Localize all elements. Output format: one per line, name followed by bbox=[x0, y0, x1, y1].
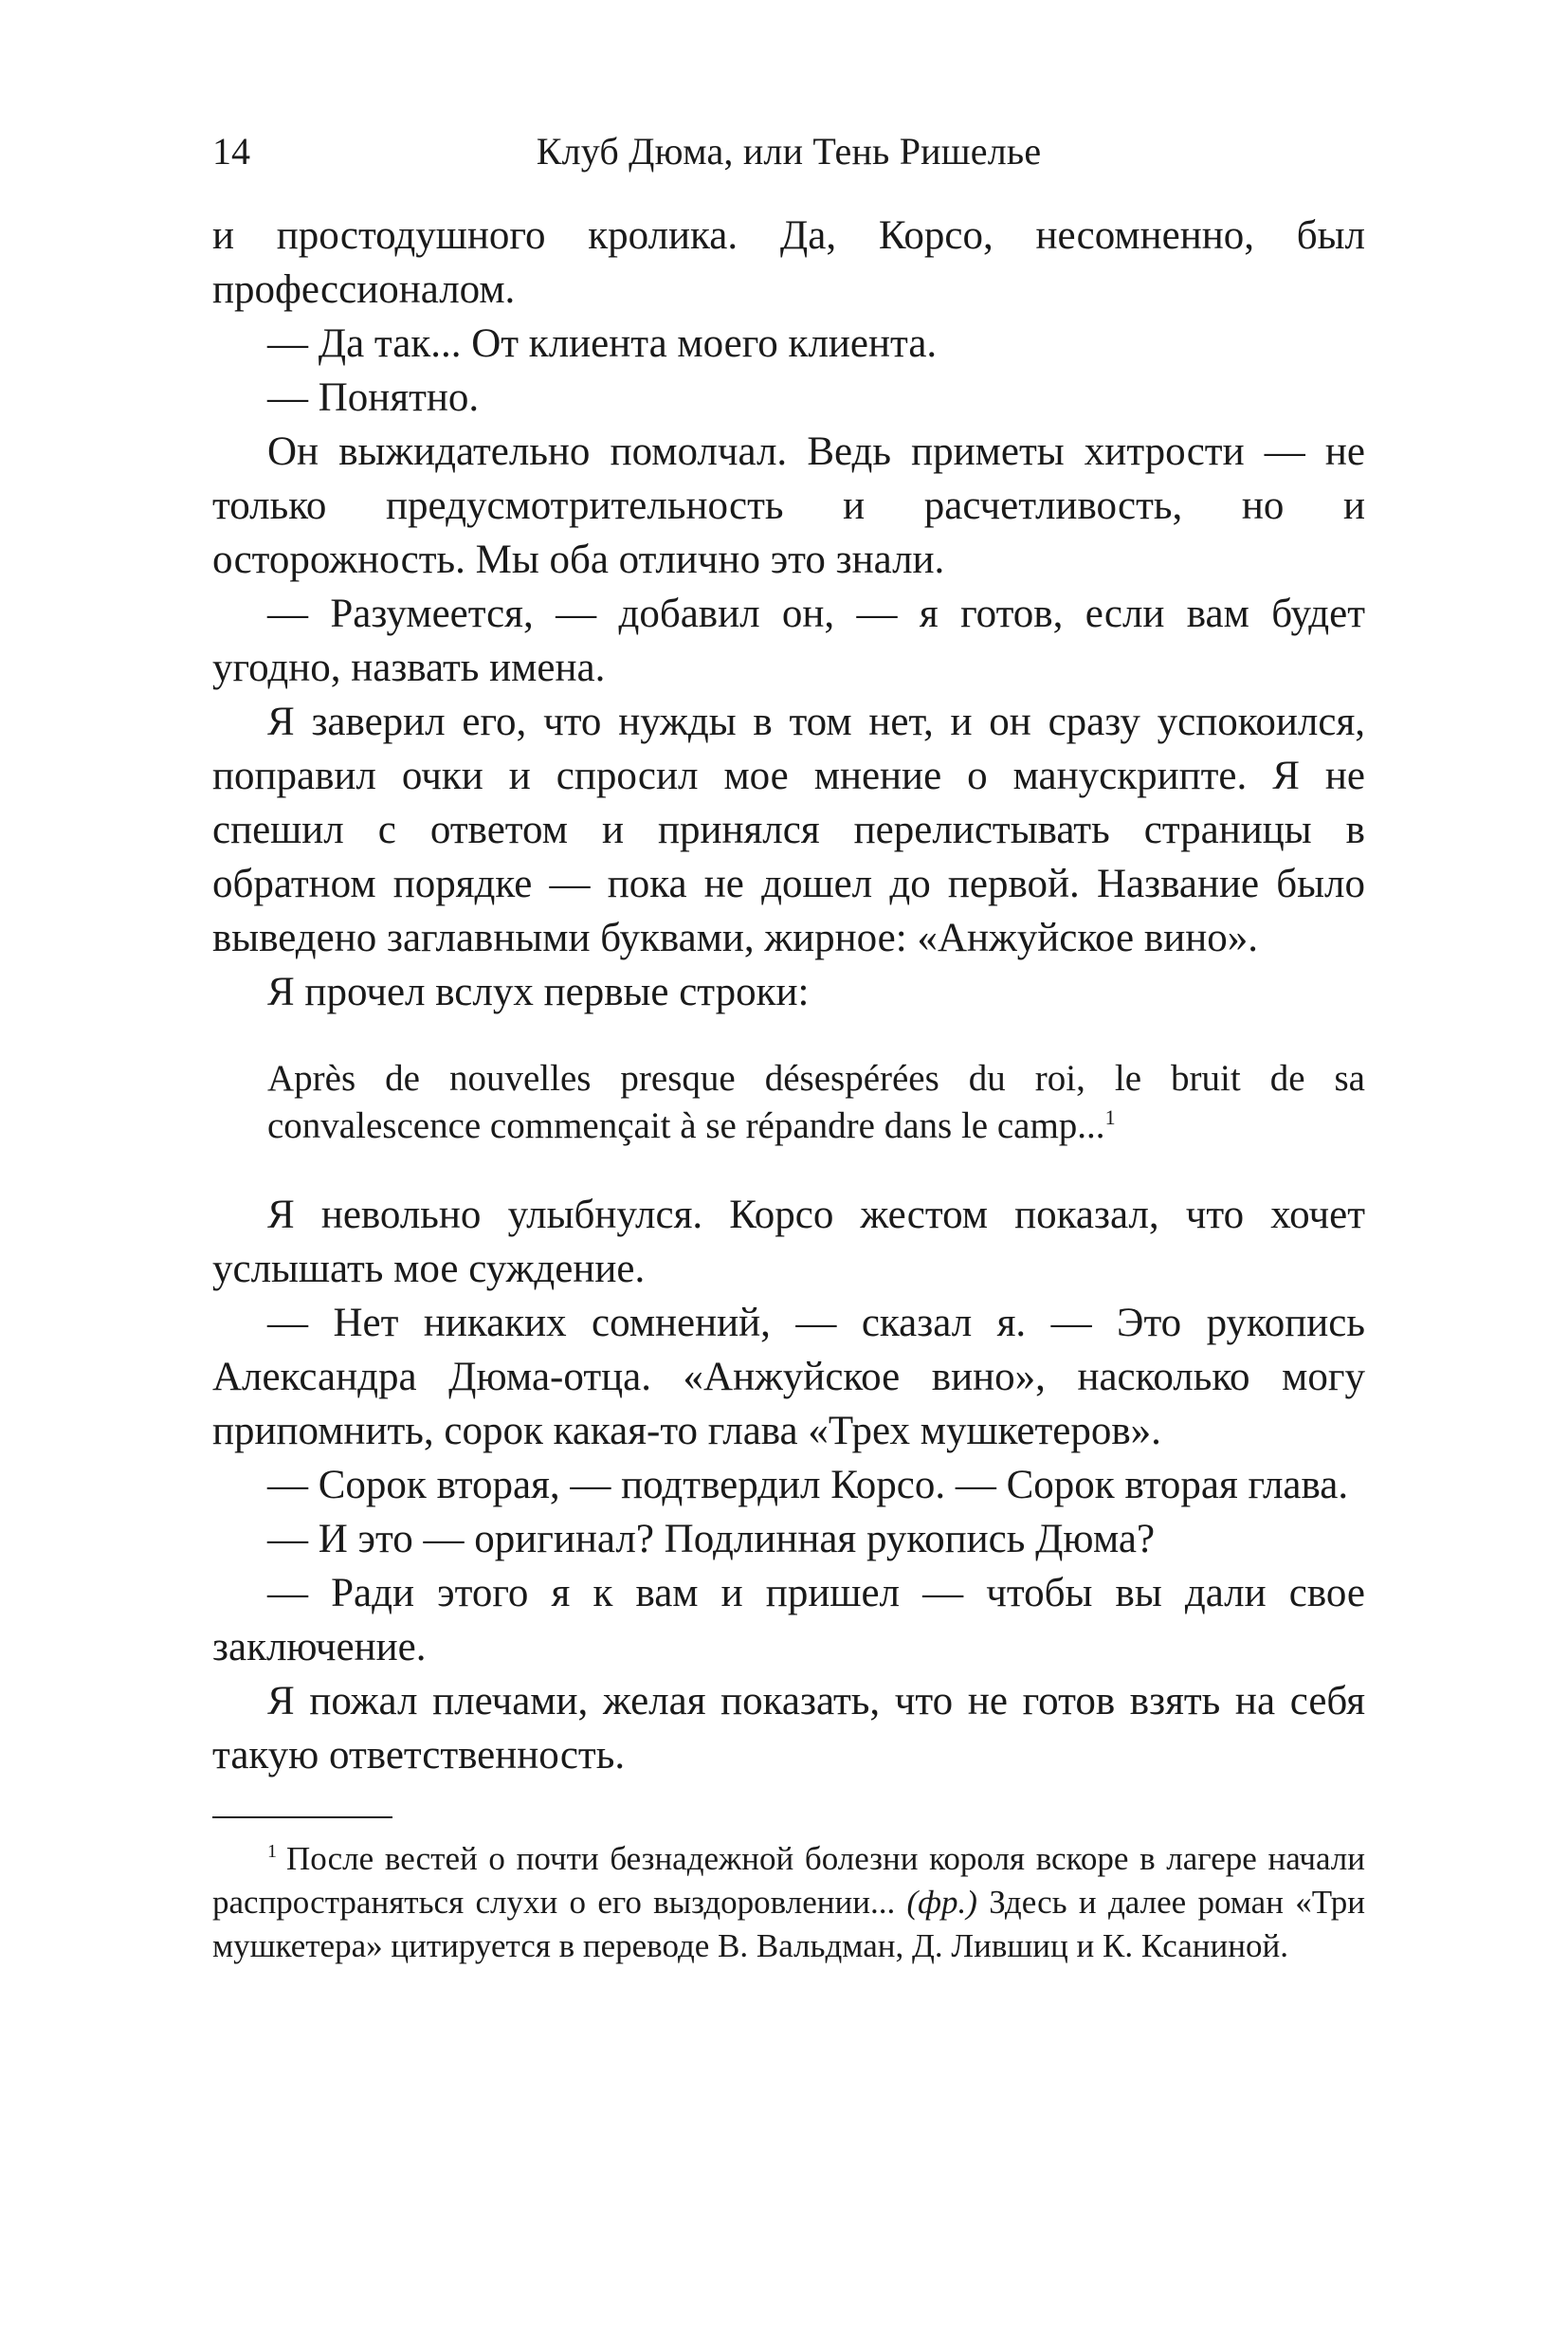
paragraph: Я заверил его, что нужды в том нет, и он сразу успокоился, поправил очки и спросил мое мнение о манускрипте. Я не спешил с ответом и принялся перелистывать страницы в обратном порядке — пока не дошел до первой. Название было выведено заглавными буквами, жирное: «Анжуйское вино». bbox=[212, 700, 1365, 960]
quote-text bbox=[267, 1055, 1365, 1150]
paragraph: — Сорок вторая, — подтвердил Корсо. — Сорок вторая глава. bbox=[267, 1463, 1349, 1507]
footnotes bbox=[212, 1837, 1365, 1968]
paragraph: — Понятно. bbox=[267, 375, 480, 420]
footnote-1 bbox=[212, 1837, 1365, 1968]
paragraph: — Да так... От клиента моего клиента. bbox=[267, 321, 938, 366]
french-quote bbox=[267, 1055, 1365, 1150]
paragraph: — И это — оригинал? Подлинная рукопись Дюма? bbox=[267, 1517, 1156, 1561]
footnote-marker: 1 bbox=[267, 1841, 277, 1863]
paragraph: Я невольно улыбнулся. Корсо жестом показал, что хочет услышать мое суждение. bbox=[212, 1193, 1365, 1291]
quote-body: Après de nouvelles presque désespérées du roi, le bruit de sa convalescence commençait à se répandre dans le camp... bbox=[267, 1058, 1365, 1146]
footnote-text-after: Здесь и далее роман «Три мушкетера» цитируется в переводе В. Вальдман, Д. Лившиц и К. Ксаниной. bbox=[212, 1884, 1366, 1964]
paragraph: Он выжидательно помолчал. Ведь приметы хитрости — не только предусмотрительность и расчетливость, но и осторожность. Мы оба отлично это знали. bbox=[212, 429, 1365, 582]
book-page bbox=[212, 121, 1365, 1968]
paragraph: — Нет никаких сомнений, — сказал я. — Это рукопись Александра Дюма-отца. «Анжуйское вино», насколько могу припомнить, сорок какая-то глава «Трех мушкетеров». bbox=[212, 1301, 1365, 1453]
footnote-text-before: После вестей о почти безнадежной болезни короля вскоре в лагере начали распространяться слухи о его выздоровлении... bbox=[212, 1840, 1365, 1921]
footnote-divider bbox=[212, 1816, 392, 1818]
footnote-lang-note: (фр.) bbox=[906, 1884, 977, 1921]
paragraph: Я пожал плечами, желая показать, что не готов взять на себя такую ответственность. bbox=[212, 1679, 1365, 1778]
running-title: Клуб Дюма, или Тень Ришелье bbox=[536, 130, 1042, 173]
page-number: 14 bbox=[212, 130, 250, 173]
paragraph: — Разумеется, — добавил он, — я готов, если вам будет угодно, назвать имена. bbox=[212, 592, 1365, 690]
running-head bbox=[212, 121, 1365, 182]
paragraph: и простодушного кролика. Да, Корсо, несомненно, был профессионалом. bbox=[212, 213, 1365, 312]
paragraph: Я прочел вслух первые строки: bbox=[267, 970, 810, 1014]
main-text bbox=[212, 209, 1365, 1782]
paragraph: — Ради этого я к вам и пришел — чтобы вы дали свое заключение. bbox=[212, 1571, 1365, 1669]
footnote-reference[interactable]: 1 bbox=[1104, 1105, 1116, 1129]
